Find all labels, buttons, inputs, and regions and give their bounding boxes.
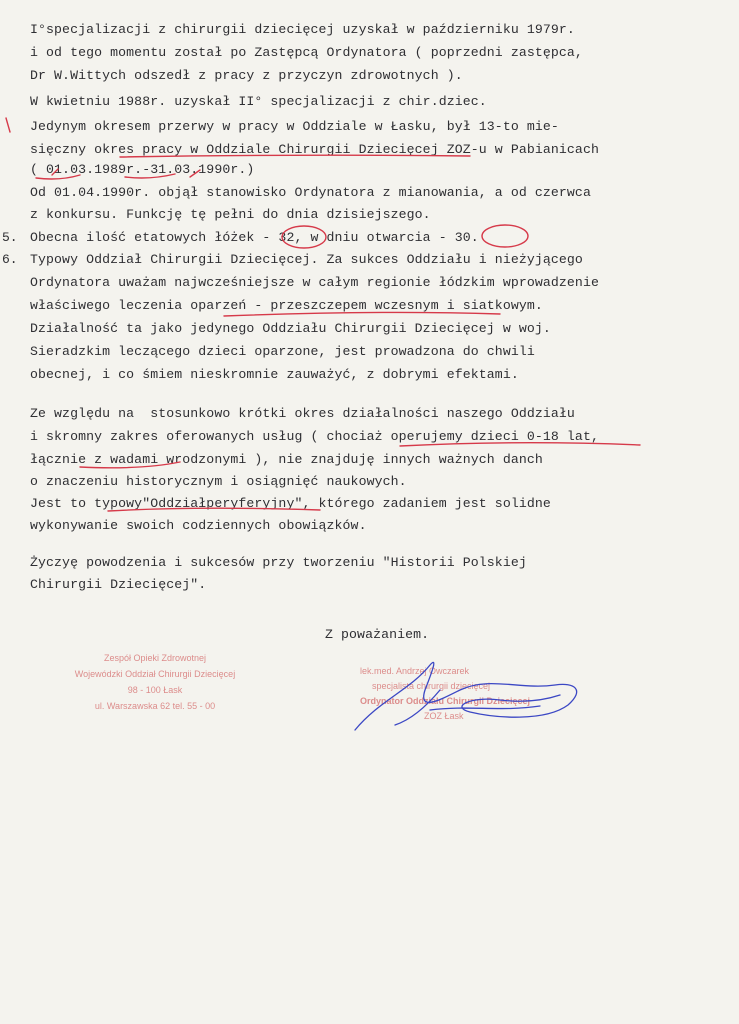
margin-number: 5.	[2, 230, 18, 245]
text-line: Obecna ilość etatowych łóżek - 32, w dniu otwarcia - 30.	[30, 230, 479, 245]
stamp-line: ul. Warszawska 62 tel. 55 - 00	[94, 701, 216, 711]
text-line: łącznie z wadami wrodzonymi ), nie znajduję innych ważnych danch	[30, 452, 543, 467]
stamp-line: specjalista chirurgii dziecięcej	[372, 681, 491, 691]
text-line: Życzyę powodzenia i sukcesów przy tworzeniu "Historii Polskiej	[30, 555, 527, 570]
text-line: z konkursu. Funkcję tę pełni do dnia dzisiejszego.	[30, 207, 431, 222]
text-line: Jedynym okresem przerwy w pracy w Oddziale w Łasku, był 13-to mie-	[30, 119, 559, 134]
text-line: Chirurgii Dziecięcej".	[30, 577, 207, 592]
text-line: Ordynatora uważam najwcześniejsze w całym regionie łódzkim wprowadzenie	[30, 275, 599, 290]
stamp-line: lek.med. Andrzej Owczarek	[360, 666, 470, 676]
institution-stamp	[40, 650, 270, 714]
text-line: i skromny zakres oferowanych usług ( chociaż operujemy dzieci 0-18 lat,	[30, 429, 599, 444]
text-line: Sieradzkim leczącego dzieci oparzone, jest prowadzona do chwili	[30, 344, 535, 359]
text-line: obecnej, i co śmiem nieskromnie zauważyć, z dobrymi efektami.	[30, 367, 519, 382]
text-line: wykonywanie swoich codziennych obowiązków.	[30, 518, 367, 533]
closing-salutation: Z poważaniem.	[325, 627, 430, 642]
text-line: właściwego leczenia oparzeń - przeszczepem wczesnym i siatkowym.	[30, 298, 543, 313]
text-line: Działalność ta jako jedynego Oddziału Chirurgii Dziecięcej w woj.	[30, 321, 551, 336]
text-line: i od tego momentu został po Zastępcą Ordynatora ( poprzedni zastępca,	[30, 45, 583, 60]
stamp-line: ZOZ Łask	[424, 711, 464, 721]
text-line: sięczny okres pracy w Oddziale Chirurgii Dziecięcej ZOZ-u w Pabianicach	[30, 142, 599, 157]
stamp-line: Wojewódzki Oddział Chirurgii Dziecięcej	[74, 669, 236, 679]
doctor-stamp	[360, 664, 530, 724]
margin-tick-mark	[6, 118, 10, 132]
stamp-line: Zespół Opieki Zdrowotnej	[103, 653, 207, 663]
stamp-line: 98 - 100 Łask	[127, 685, 183, 695]
text-line: ( 01.03.1989r.-31.03.1990r.)	[30, 162, 255, 177]
stamp-line: Ordynator Oddziału Chirurgii Dziecięcej	[360, 696, 531, 706]
text-line: Jest to typowy"Oddziałperyferyjny", którego zadaniem jest solidne	[30, 496, 551, 511]
text-line: Typowy Oddział Chirurgii Dziecięcej. Za sukces Oddziału i nieżyjącego	[30, 252, 583, 267]
margin-number: 6.	[2, 252, 18, 267]
text-line: Od 01.04.1990r. objął stanowisko Ordynatora z mianowania, a od czerwca	[30, 185, 591, 200]
text-line: Dr W.Wittych odszedł z pracy z przyczyn zdrowotnych ).	[30, 68, 463, 83]
text-line: I°specjalizacji z chirurgii dziecięcej uzyskał w październiku 1979r.	[30, 22, 575, 37]
text-line: Ze względu na stosunkowo krótki okres działalności naszego Oddziału	[30, 406, 575, 421]
text-line: o znaczeniu historycznym i osiągnięć naukowych.	[30, 474, 407, 489]
red-circle	[482, 225, 528, 247]
text-line: W kwietniu 1988r. uzyskał II° specjalizacji z chir.dziec.	[30, 94, 487, 109]
